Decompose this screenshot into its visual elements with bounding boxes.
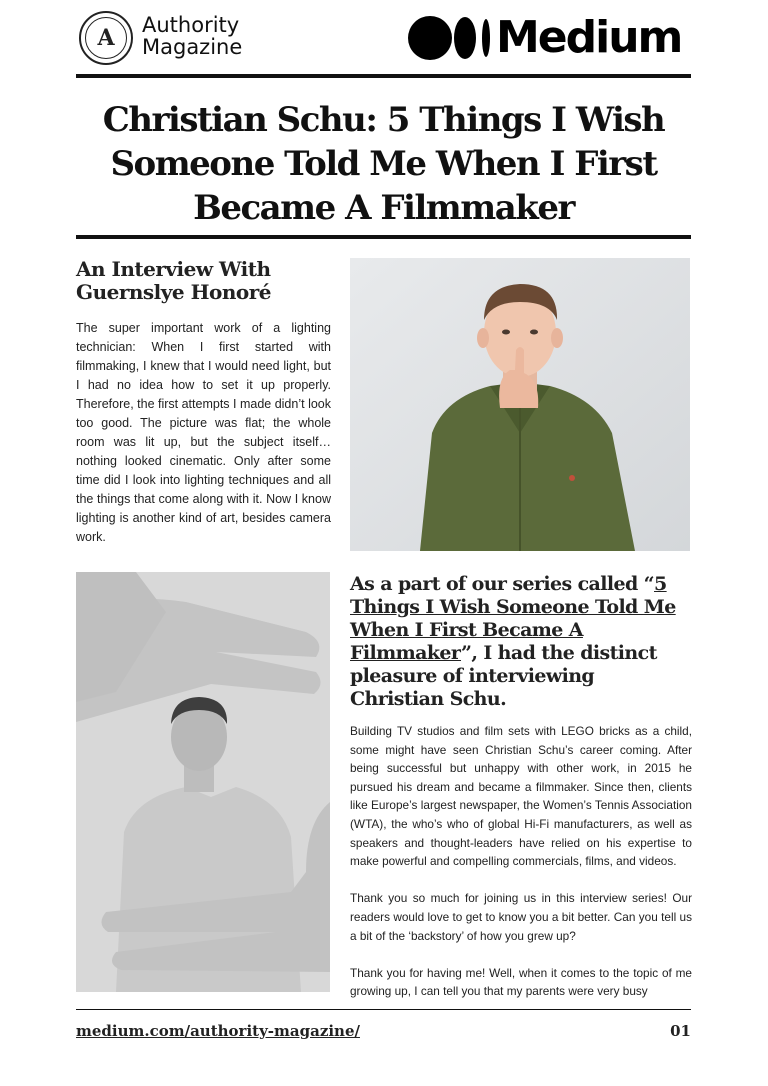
brand-line-1: Authority [142, 13, 240, 37]
brand-name[interactable] [142, 14, 242, 58]
medium-wordmark[interactable]: Medium [496, 12, 682, 63]
footer-rule [76, 1009, 691, 1010]
header-rule [76, 74, 691, 78]
body-paragraph-3: Thank you for having me! Well, when it comes to the topic of me growing up, I can tell you that my parents were very busy [350, 965, 692, 999]
brand-line-2: Magazine [142, 35, 243, 59]
footer-url-link[interactable]: medium.com/authority-magazine/ [76, 1022, 360, 1040]
framing-hands-illustration [76, 572, 330, 992]
portrait-illustration [350, 258, 690, 551]
intro-paragraph: The super important work of a lighting technician: When I first started with filmmaking, I knew that I would need light, but I had no idea how to set it up properly. Therefore, the first attempts I made didn’t look too good. The picture was flat; the whole room was lit up, but the subject itself… nothing looked cinematic. Only after some time did I look into lighting techniques and all the things that come along with it. Now I know lighting is another kind of art, besides camera work. [76, 321, 331, 544]
page-number: 01 [670, 1022, 691, 1040]
interview-byline: An Interview With Guernslye Honoré [76, 257, 271, 304]
article-headline: Christian Schu: 5 Things I Wish Someone Told Me When I First Became A Filmmaker [102, 100, 665, 228]
series-post: ”, I had the distinct pleasure of interviewing Christian Schu. [350, 642, 657, 710]
logo-letter: A [85, 17, 127, 59]
body-paragraph-2: Thank you so much for joining us in this interview series! Our readers would love to get to know you a bit better. Can you tell us a bit of the ‘backstory’ of how you grew up? [350, 891, 692, 943]
portrait-photo [350, 258, 690, 551]
medium-icon [408, 16, 492, 60]
series-pre: As a part of our series called “ [350, 573, 654, 595]
headline-rule [76, 235, 691, 239]
series-intro [350, 573, 690, 711]
series-link[interactable]: 5 Things I Wish Someone Told Me When I First Became A Filmmaker [350, 573, 676, 664]
framing-hands-photo [76, 572, 330, 992]
body-paragraph-1: Building TV studios and film sets with LEGO bricks as a child, some might have seen Christian Schu’s career coming. After being successful but unhappy with other work, in 2015 he pursued his dream and became a filmmaker. Since then, clients like Europe’s largest newspaper, the Women’s Tennis Association (WTA), the who’s who of global Hi-Fi manufacturers, as well as speakers and thought-leaders have relied on his expertise to make powerful and compelling commercials, films, and videos. [350, 724, 692, 869]
authority-magazine-logo[interactable] [79, 11, 133, 65]
article-body [350, 722, 692, 1020]
